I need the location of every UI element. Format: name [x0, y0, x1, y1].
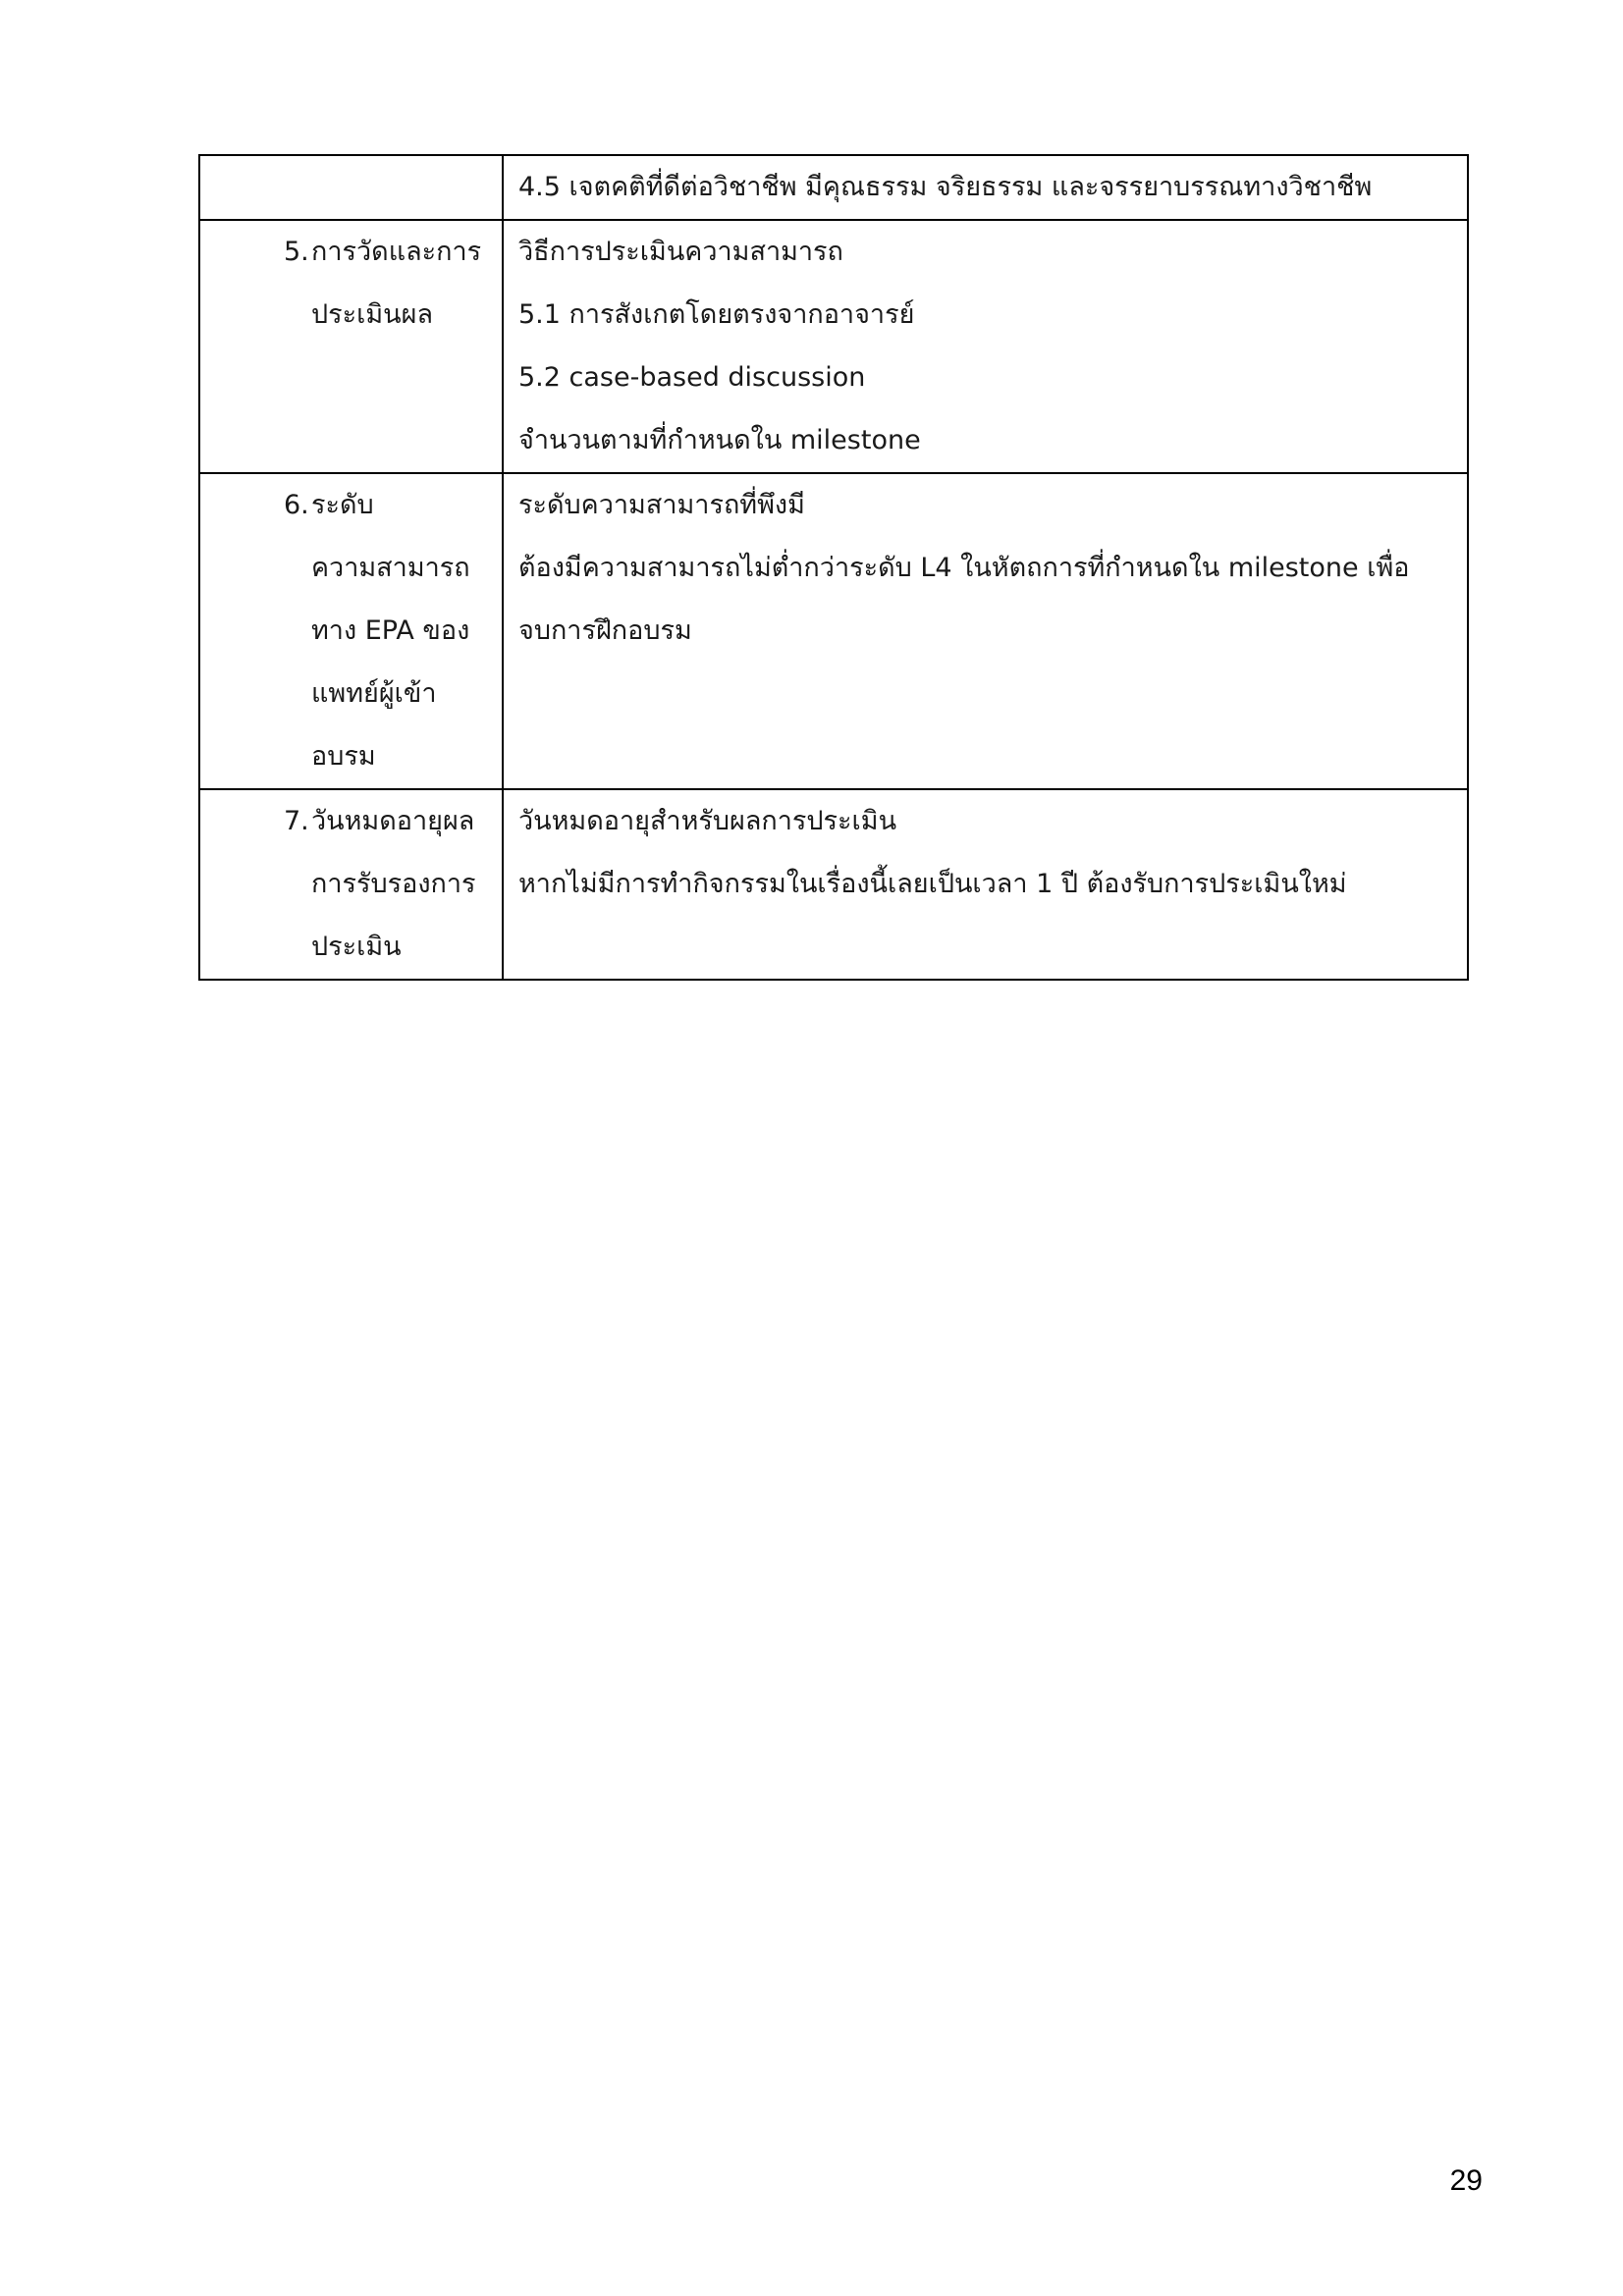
epa-table: [198, 154, 1469, 981]
row-label: การวัดและการ: [311, 237, 482, 267]
content-line: 4.5 เจตคติที่ดีต่อวิชาชีพ มีคุณธรรม จริยธรรม และจรรยาบรรณทางวิชาชีพ: [518, 172, 1373, 202]
content-line: จำนวนตามที่กำหนดใน milestone: [518, 425, 921, 455]
row-label: แพทย์ผู้เข้า: [311, 678, 437, 709]
row-label-cell: [199, 789, 503, 980]
row-content-cell: [503, 473, 1468, 789]
content-line: 5.2 case-based discussion: [518, 362, 866, 393]
empty-label-line: [200, 347, 502, 409]
row-label: ความสามารถ: [311, 553, 470, 583]
row-label-cell: [199, 473, 503, 789]
table-row: [199, 789, 1468, 980]
content-line: วันหมดอายุสำหรับผลการประเมิน: [518, 806, 897, 836]
row-content-cell: [503, 220, 1468, 473]
label-line: [200, 221, 502, 284]
row-number: 7.: [284, 806, 309, 836]
label-line: [200, 790, 502, 853]
row-label: ระดับ: [311, 490, 374, 520]
row-label: การรับรองการ: [311, 869, 476, 899]
row-label: ประเมิน: [311, 932, 402, 962]
row-label: วันหมดอายุผล: [311, 806, 475, 836]
row-number: 5.: [284, 237, 309, 267]
row-label: ทาง EPA ของ: [311, 615, 470, 646]
table-row: [199, 473, 1468, 789]
empty-label-line: [200, 409, 502, 472]
content-line: วิธีการประเมินความสามารถ: [518, 237, 843, 267]
row-label-cell: [199, 220, 503, 473]
content-line: 5.1 การสังเกตโดยตรงจากอาจารย์: [518, 299, 915, 330]
row-label: ประเมินผล: [311, 299, 433, 330]
row-number: 6.: [284, 490, 309, 520]
empty-label-line: [200, 156, 502, 219]
row-content-cell: [503, 155, 1468, 220]
content-line: ต้องมีความสามารถไม่ต่ำกว่าระดับ L4 ในหัตถการที่กำหนดใน milestone เพื่อ: [518, 553, 1410, 583]
row-label: อบรม: [311, 741, 376, 772]
label-line: [200, 474, 502, 537]
content-line: ระดับความสามารถที่พึงมี: [518, 490, 805, 520]
page-number: 29: [1449, 2164, 1483, 2197]
row-label-cell: [199, 155, 503, 220]
table-row: [199, 220, 1468, 473]
table-row: [199, 155, 1468, 220]
content-line: จบการฝึกอบรม: [518, 615, 692, 646]
content-line: หากไม่มีการทำกิจกรรมในเรื่องนี้เลยเป็นเวลา 1 ปี ต้องรับการประเมินใหม่: [518, 869, 1347, 899]
row-content-cell: [503, 789, 1468, 980]
